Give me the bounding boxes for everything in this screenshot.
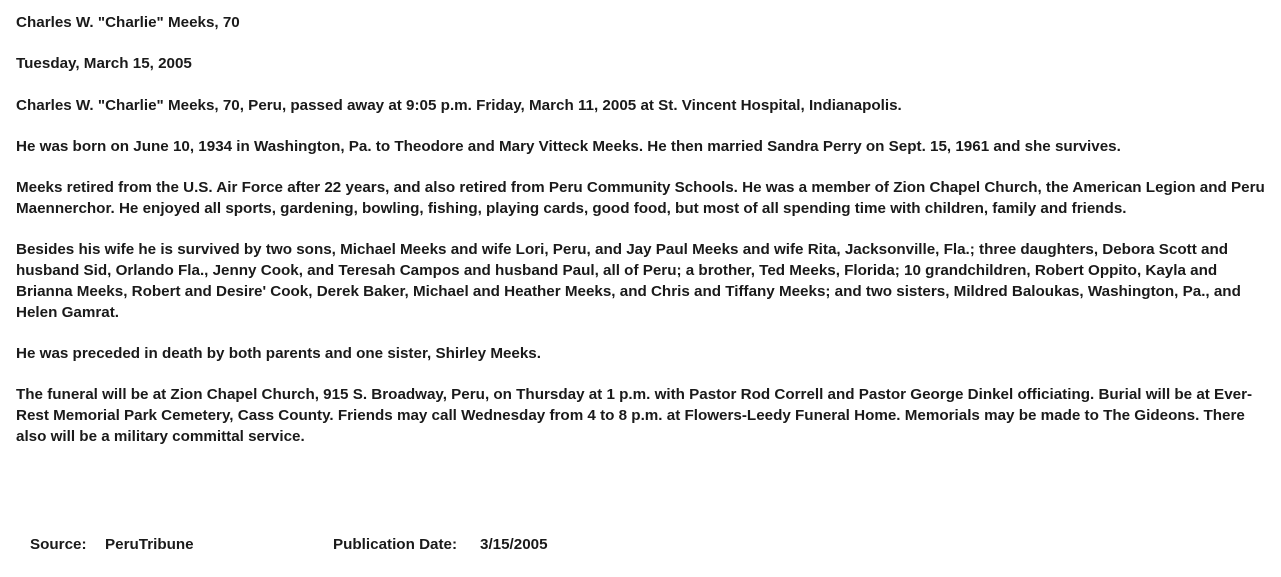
obituary-paragraph: Charles W. "Charlie" Meeks, 70, Peru, passed away at 9:05 p.m. Friday, March 11, 2005 at St. Vincent Hospital, Indianapolis.	[16, 96, 902, 114]
source-footer	[30, 534, 1270, 555]
publication-date-label: Publication Date:	[333, 536, 458, 553]
source-value: PeruTribune	[105, 536, 194, 553]
obituary-paragraph: Besides his wife he is survived by two sons, Michael Meeks and wife Lori, Peru, and Jay Paul Meeks and wife Rita, Jacksonville, Fla.; three daughters, Debora Scott and husband Sid, Orlando Fla., Jenny Cook, and Teresah Campos and husband Paul, all of Peru; a brother, Ted Meeks, Florida; 10 grandchildren, Robert Oppito, Kayla and Brianna Meeks, Robert and Desire' Cook, Derek Baker, Michael and Heather Meeks, and Chris and Tiffany Meeks; and two sisters, Mildred Baloukas, Washington, Pa., and Helen Gamrat.	[16, 241, 1241, 321]
obituary-paragraph: The funeral will be at Zion Chapel Church, 915 S. Broadway, Peru, on Thursday at 1 p.m. with Pastor Rod Correll and Pastor George Dinkel officiating. Burial will be at Ever-Rest Memorial Park Cemetery, Cass County. Friends may call Wednesday from 4 to 8 p.m. at Flowers-Leedy Funeral Home. Memorials may be made to The Gideons. There also will be a military committal service.	[16, 386, 1253, 445]
obituary-paragraph: Meeks retired from the U.S. Air Force after 22 years, and also retired from Peru Community Schools. He was a member of Zion Chapel Church, the American Legion and Peru Maennerchor. He enjoyed all sports, gardening, bowling, fishing, playing cards, good food, but most of all spending time with children, family and friends.	[16, 179, 1265, 217]
obituary-headline: Charles W. "Charlie" Meeks, 70	[16, 14, 240, 31]
obituary-paragraph: He was preceded in death by both parents and one sister, Shirley Meeks.	[16, 344, 541, 362]
obituary-date: Tuesday, March 15, 2005	[16, 55, 192, 73]
obituary-paragraph: He was born on June 10, 1934 in Washington, Pa. to Theodore and Mary Vitteck Meeks. He then married Sandra Perry on Sept. 15, 1961 and she survives.	[16, 137, 1121, 155]
source-label: Source:	[30, 536, 87, 553]
publication-date-value: 3/15/2005	[480, 536, 548, 553]
obituary-document	[16, 13, 1276, 468]
